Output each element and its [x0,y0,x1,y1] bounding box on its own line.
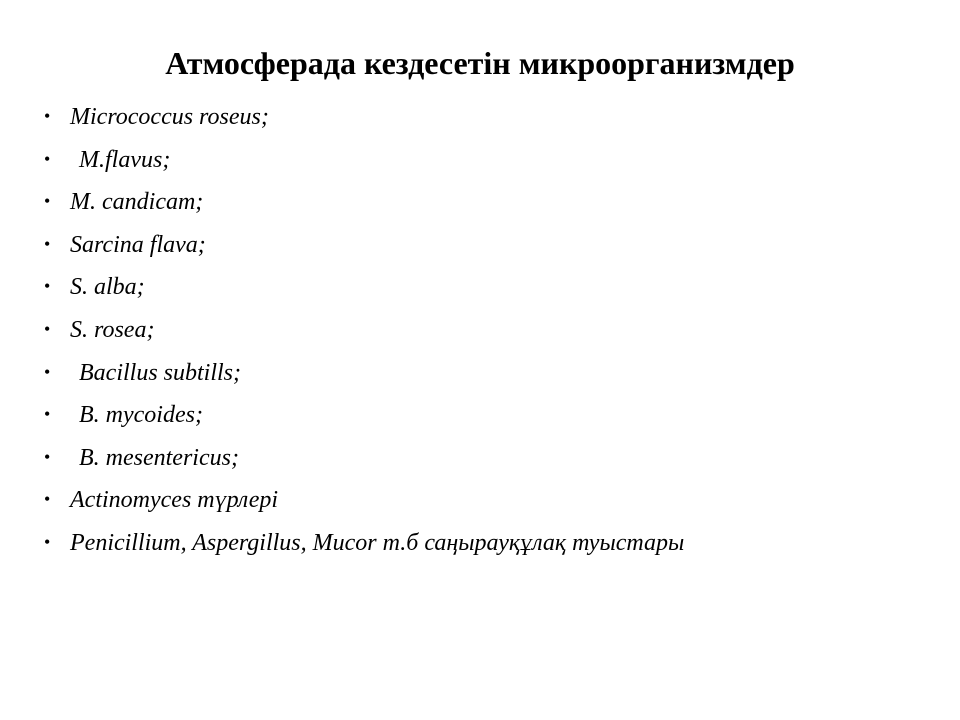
list-item-text: Micrococcus roseus; [70,104,269,130]
list-item-text: Sarcina flava; [70,231,206,258]
bullet-icon: • [44,191,51,212]
bullet-icon: • [44,318,51,339]
list-item-text: S. alba; [70,274,145,301]
list-item [44,315,764,346]
list-item [44,272,764,303]
list-item [44,400,764,431]
list-item-text: B. mesentericus; [79,444,239,471]
slide-title: Атмосферада кездесетін микроорганизмдер [165,45,795,82]
list-item [44,443,764,474]
list-item [44,145,764,176]
list-item-text: Bacillus subtills; [79,359,241,386]
bullet-icon: • [44,531,51,552]
bullet-icon: • [44,489,51,510]
bullet-icon: • [44,106,51,126]
list-item-text: Actinomyces түрлері [70,487,279,514]
bullet-icon: • [44,276,51,297]
list-item [44,358,764,389]
bullet-icon: • [44,404,51,425]
microorganism-list [44,102,764,571]
list-item [44,102,764,133]
list-item [44,528,764,559]
list-item [44,230,764,261]
list-item [44,485,764,516]
list-item [44,187,764,218]
list-item-text: S. rosea; [70,316,155,343]
list-item-text: M.flavus; [79,146,171,173]
list-item-text: B. mycoides; [79,402,203,429]
bullet-icon: • [44,148,51,169]
bullet-icon: • [44,361,51,382]
list-item-text: Penicillium, Aspergillus, Mucor т.б саңырауқұлақ туыстары [70,529,685,556]
bullet-icon: • [44,233,51,254]
bullet-icon: • [44,446,51,467]
list-item-text: M. candicam; [70,189,204,216]
